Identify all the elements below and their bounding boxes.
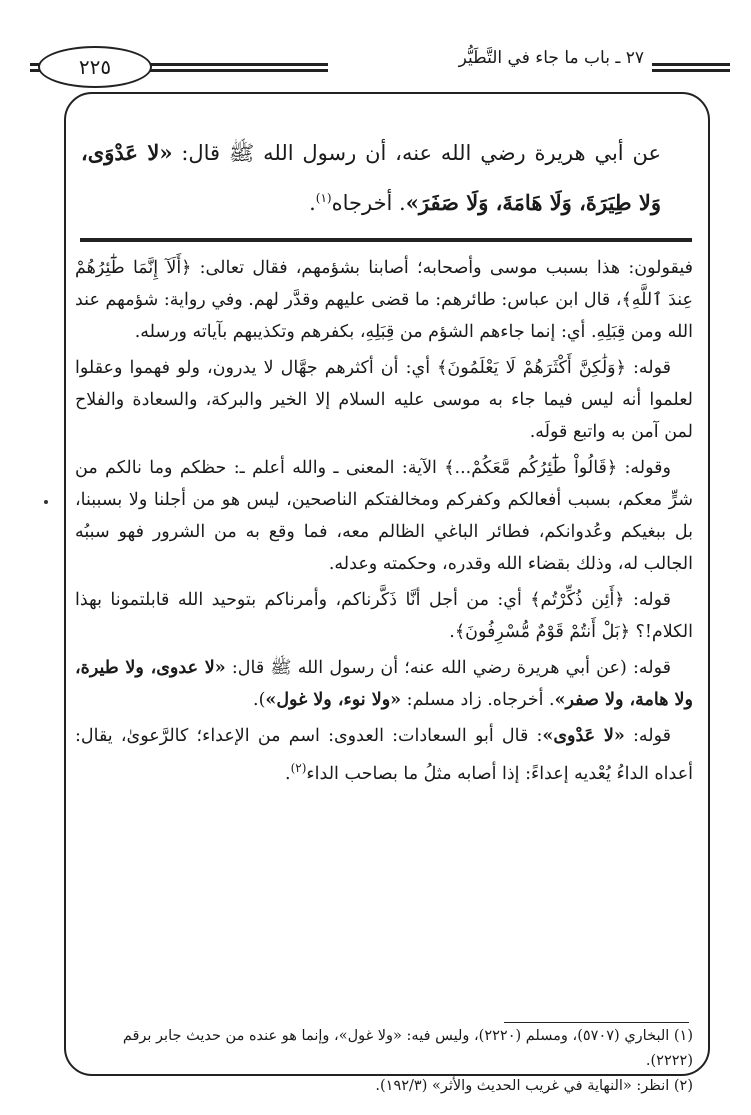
footnotes: [75, 1024, 693, 1099]
header-rule-right: [652, 63, 730, 66]
commentary-paragraph-2: قوله: ﴿وَلَٰكِنَّ أَكْثَرَهُمْ لَا يَعْلَمُونَ﴾ أي: أن أكثرهم جهَّال لا يدرون، ولو فهموا وعقلوا لعلموا أنه ليس فيما جاء به موسى عليه السلام إلا الخير والبركة، والسعادة والفلاح لمن آمن به واتبع قولَه.: [75, 358, 693, 442]
page-number: ٢٢٥: [38, 46, 152, 88]
hadith-text: عن أبي هريرة رضي الله عنه، أن رسول الله ﷺ قال: «لا عَدْوَى، وَلا طِيَرَةَ، وَلَا هَامَةَ، وَلَا صَفَرَ». أخرجاه$^{(١)}$.: [81, 140, 661, 215]
commentary-paragraph-1: فيقولون: هذا بسبب موسى وأصحابه؛ أصابنا بشؤمهم، فقال تعالى: ﴿أَلَآ إِنَّمَا طَٰٓئِرُهُمْ عِندَ ٱللَّهِ﴾، قال ابن عباس: طائرهم: ما قضى عليهم وقدَّر لهم. وفي رواية: شؤمهم عند الله ومن قِبَلِهِ. أي: إنما جاءهم الشؤم من قِبَلِهِ، بكفرهم وتكذيبهم بآياته ورسله.: [75, 258, 693, 342]
hadith-intro: عن أبي هريرة رضي الله عنه، أن رسول الله ﷺ قال:: [172, 141, 661, 165]
header-rule-middle-2: [148, 69, 328, 72]
header-rule-middle: [148, 63, 328, 66]
hadith-bold: «لا عَدْوَى، وَلا طِيَرَةَ، وَلَا هَامَةَ، وَلَا صَفَرَ»: [81, 140, 661, 215]
p6-pre: قوله:: [624, 726, 671, 746]
commentary-paragraph-6: قوله: «لا عَدْوى»: قال أبو السعادات: العدوى: اسم من الإعداء؛ كالرَّعوىٰ، يقال: أعداه الداءُ يُعْديه إعداءً: إذا أصابه مثلُ ما بصاحب الداء$^{(٢)}$.: [75, 726, 693, 784]
hadith-after: . أخرجاه: [331, 191, 406, 215]
commentary-paragraph-4: قوله: ﴿أَئِن ذُكِّرْتُم﴾ أي: من أجل أنَّا ذَكَّرناكم، وأمرناكم بتوحيد الله قابلتمونا بهذا الكلام!؟ ﴿بَلْ أَنتُمْ قَوْمٌ مُّسْرِفُونَ﴾.: [75, 590, 693, 642]
footnote-ref-2[interactable]: (٢): [290, 761, 307, 775]
p6-bold: «لا عَدْوى»: [542, 726, 625, 746]
p6-text: : قال أبو السعادات: العدوى: اسم من الإعداء؛ كالرَّعوىٰ، يقال: أعداه الداءُ يُعْديه إعداءً: إذا أصابه مثلُ ما بصاحب الداء: [75, 726, 693, 784]
p5-mid: . أخرجاه. زاد مسلم:: [401, 690, 555, 710]
p5-bold-2: «ولا نوء، ولا غول»: [265, 690, 402, 710]
footnote-rule: [504, 1022, 689, 1023]
header-rule-right-2: [652, 69, 730, 72]
page-header: [30, 40, 730, 90]
chapter-title: ٢٧ ـ باب ما جاء في التَّطَيُّر: [451, 48, 652, 68]
footnote-ref-1[interactable]: (١): [315, 191, 332, 205]
p5-pre: قوله: (عن أبي هريرة رضي الله عنه؛ أن رسول الله ﷺ قال:: [225, 658, 671, 678]
commentary-paragraph-5: [75, 652, 693, 716]
footnote-2: (٢) انظر: «النهاية في غريب الحديث والأثر» (١٩٢/٣).: [375, 1078, 693, 1094]
section-divider: [80, 238, 692, 242]
commentary: [75, 252, 693, 794]
p5-end: ).: [253, 690, 266, 710]
margin-dot: [44, 500, 48, 504]
p5-bold-1: «لا عدوى، ولا طيرة، ولا هامة، ولا صفر»: [75, 658, 693, 710]
footnote-1: (١) البخاري (٥٧٠٧)، ومسلم (٢٢٢٠)، وليس فيه: «ولا غول»، وإنما هو عنده من حديث جابر برقم (٢٢٢٢).: [122, 1028, 693, 1069]
commentary-paragraph-3: وقوله: ﴿قَالُواْ طَٰٓئِرُكُم مَّعَكُمْ...﴾ الآية: المعنى ـ والله أعلم ـ: حظكم وما نالكم من شرٍّ معكم، بسبب أفعالكم وكفركم ومخالفتكم الناصحين، ليس هو من أجلنا ولا بسببنا، بل ببغيكم وعُدوانكم، فطائر الباغي الظالم معه، فما وقع به من الشرور فهو سببُه الجالب له، وذلك بقضاء الله وقدره، وحكمته وعدله.: [75, 458, 693, 574]
